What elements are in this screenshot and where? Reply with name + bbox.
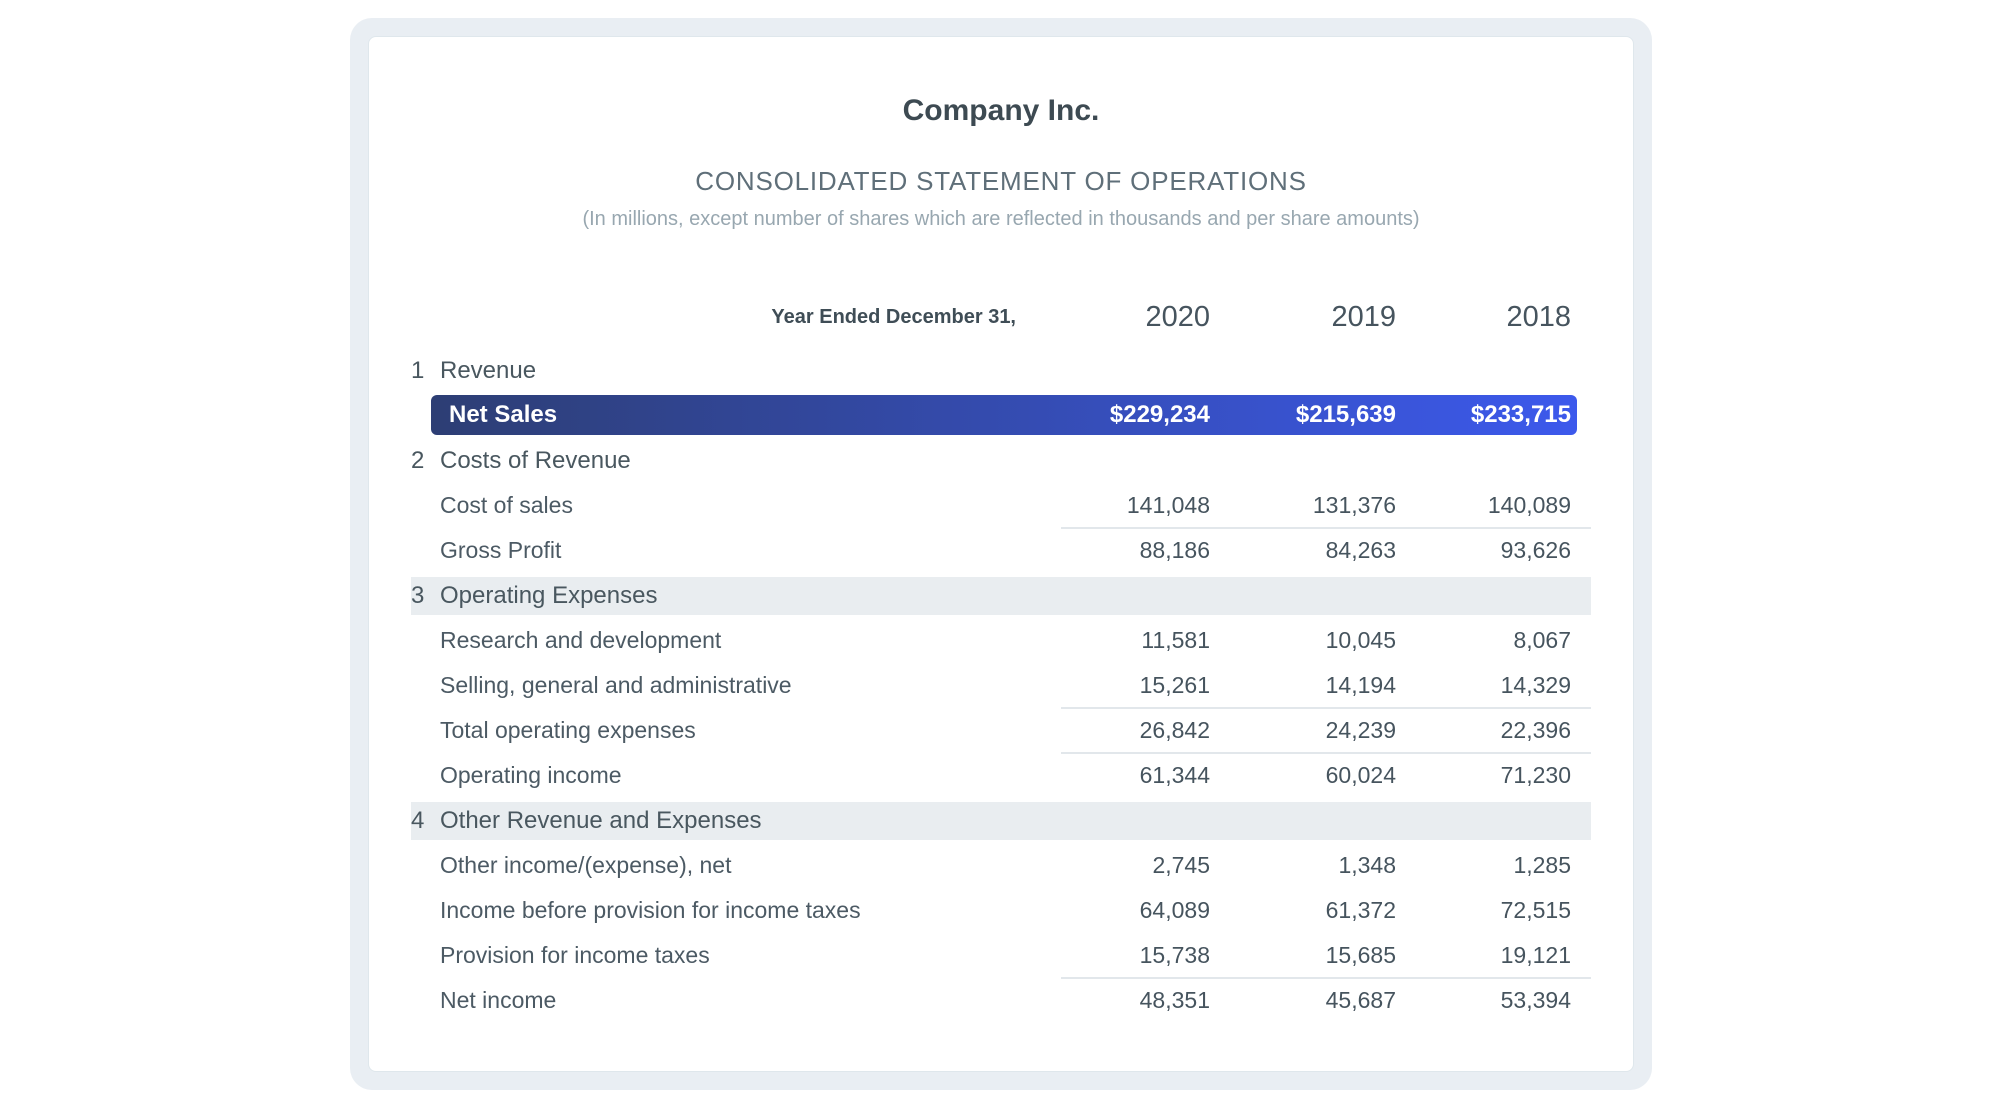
table-row-gross-profit bbox=[411, 528, 1591, 573]
value-2018: 93,626 bbox=[1500, 537, 1571, 563]
section-number: 2 bbox=[411, 446, 425, 474]
value-2018: 1,285 bbox=[1513, 852, 1571, 878]
row-label: Operating income bbox=[440, 762, 622, 788]
value-2020: 11,581 bbox=[1141, 627, 1210, 653]
net-sales-2019: $215,639 bbox=[1295, 401, 1396, 428]
row-label: Provision for income taxes bbox=[440, 942, 710, 968]
section-operating-expenses bbox=[411, 577, 1591, 615]
value-2020: 64,089 bbox=[1139, 897, 1210, 923]
row-label: Gross Profit bbox=[440, 537, 562, 563]
section-number: 3 bbox=[411, 582, 425, 609]
row-label: Total operating expenses bbox=[440, 717, 696, 743]
table-header-row bbox=[411, 292, 1591, 342]
value-2019: 84,263 bbox=[1325, 537, 1396, 563]
table-row-total-operating-expenses bbox=[411, 708, 1591, 753]
value-2020: 61,344 bbox=[1139, 762, 1210, 788]
value-2018: 14,329 bbox=[1500, 672, 1571, 698]
value-2018: 53,394 bbox=[1500, 987, 1571, 1013]
value-2019: 24,239 bbox=[1325, 717, 1396, 743]
value-2019: 45,687 bbox=[1325, 987, 1396, 1013]
statement-card bbox=[368, 36, 1634, 1072]
section-label: Costs of Revenue bbox=[440, 446, 631, 474]
statement-table bbox=[411, 292, 1591, 1023]
value-2018: 140,089 bbox=[1487, 492, 1571, 518]
table-row-net-income bbox=[411, 978, 1591, 1023]
value-2019: 10,045 bbox=[1325, 627, 1396, 653]
row-label: Research and development bbox=[440, 627, 722, 653]
statement-title: CONSOLIDATED STATEMENT OF OPERATIONS bbox=[695, 166, 1307, 196]
section-revenue bbox=[411, 348, 1591, 393]
value-2018: 71,230 bbox=[1500, 762, 1571, 788]
section-number: 4 bbox=[411, 807, 425, 834]
row-label: Income before provision for income taxes bbox=[440, 897, 861, 923]
table-row-selling-general-admin bbox=[411, 663, 1591, 708]
value-2020: 26,842 bbox=[1139, 717, 1210, 743]
row-label: Cost of sales bbox=[440, 492, 573, 518]
value-2020: 88,186 bbox=[1139, 537, 1210, 563]
value-2019: 131,376 bbox=[1312, 492, 1396, 518]
row-label: Other income/(expense), net bbox=[440, 852, 732, 878]
year-column-2020: 2020 bbox=[1145, 300, 1210, 333]
value-2019: 14,194 bbox=[1325, 672, 1396, 698]
row-label: Selling, general and administrative bbox=[440, 672, 792, 698]
section-costs-of-revenue bbox=[411, 438, 1591, 483]
table-row-provision-for-income-taxes bbox=[411, 933, 1591, 978]
value-2019: 60,024 bbox=[1325, 762, 1396, 788]
value-2019: 61,372 bbox=[1325, 897, 1396, 923]
section-label: Revenue bbox=[440, 356, 537, 384]
table-row-research-and-development bbox=[411, 618, 1591, 663]
value-2019: 15,685 bbox=[1325, 942, 1396, 968]
statement-note: (In millions, except number of shares which are reflected in thousands and per share amounts) bbox=[582, 208, 1420, 230]
section-other-revenue-and-expenses bbox=[411, 802, 1591, 840]
net-sales-label: Net Sales bbox=[449, 401, 558, 428]
section-label: Operating Expenses bbox=[440, 582, 658, 609]
value-2018: 8,067 bbox=[1513, 627, 1571, 653]
company-name: Company Inc. bbox=[902, 94, 1100, 127]
value-2020: 48,351 bbox=[1139, 987, 1210, 1013]
statement-panel bbox=[350, 18, 1652, 1090]
year-column-2019: 2019 bbox=[1331, 300, 1396, 333]
value-2018: 19,121 bbox=[1500, 942, 1571, 968]
section-number: 1 bbox=[411, 356, 425, 384]
value-2020: 141,048 bbox=[1126, 492, 1210, 518]
value-2020: 15,261 bbox=[1139, 672, 1210, 698]
period-label: Year Ended December 31, bbox=[771, 305, 1016, 328]
table-row-income-before-taxes bbox=[411, 888, 1591, 933]
row-label: Net income bbox=[440, 987, 557, 1013]
year-column-2018: 2018 bbox=[1506, 300, 1571, 333]
table-row-cost-of-sales bbox=[411, 483, 1591, 528]
value-2020: 15,738 bbox=[1139, 942, 1210, 968]
value-2020: 2,745 bbox=[1152, 852, 1210, 878]
table-row-operating-income bbox=[411, 753, 1591, 798]
section-label: Other Revenue and Expenses bbox=[440, 807, 762, 834]
table-row-other-income-expense-net bbox=[411, 843, 1591, 888]
value-2019: 1,348 bbox=[1338, 852, 1396, 878]
net-sales-2018: $233,715 bbox=[1470, 401, 1571, 428]
value-2018: 72,515 bbox=[1500, 897, 1571, 923]
net-sales-2020: $229,234 bbox=[1109, 401, 1210, 428]
value-2018: 22,396 bbox=[1500, 717, 1571, 743]
net-sales-highlight-row[interactable] bbox=[431, 395, 1577, 435]
